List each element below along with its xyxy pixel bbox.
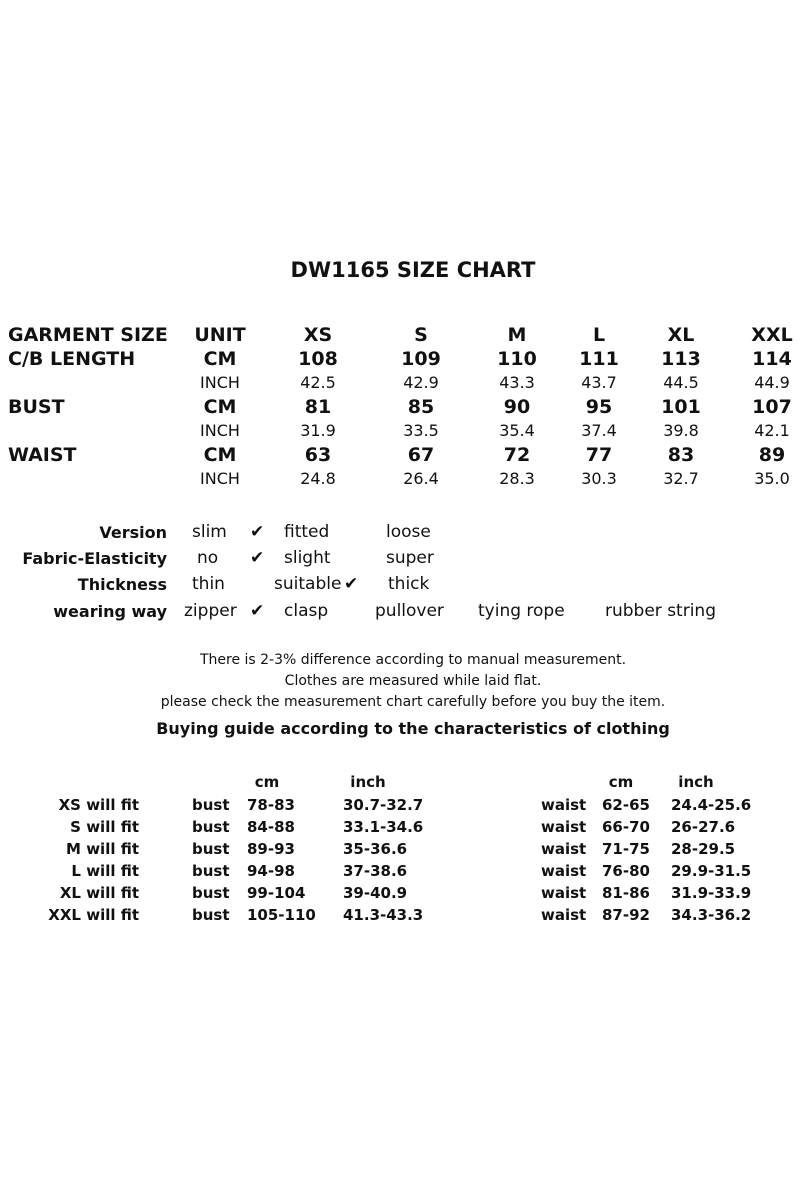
option-slight: slight	[284, 548, 331, 568]
option-super: super	[386, 548, 434, 568]
unit-cm: CM	[203, 396, 237, 418]
table-cell: 28.3	[499, 469, 535, 488]
unit-inch: INCH	[200, 469, 240, 488]
feature-label-version: Version	[99, 523, 167, 542]
table-cell: 108	[298, 348, 338, 370]
guide-bust-inch: 41.3-43.3	[343, 906, 424, 924]
guide-size-label: S will fit	[70, 818, 139, 836]
option-thick: thick	[388, 574, 430, 594]
row-label-waist: WAIST	[8, 444, 77, 466]
guide-waist-label: waist	[541, 862, 587, 880]
guide-bust-label: bust	[192, 906, 230, 924]
guide-waist-cm: 62-65	[602, 796, 650, 814]
table-cell: 63	[304, 444, 332, 466]
option-zipper: zipper	[184, 601, 237, 621]
feature-label-thickness: Thickness	[77, 575, 167, 594]
table-cell: 37.4	[581, 421, 617, 440]
guide-waist-label: waist	[541, 884, 587, 902]
feature-label-wearing-way: wearing way	[53, 602, 167, 621]
table-cell: 95	[585, 396, 613, 418]
check-icon: ✔	[344, 574, 359, 594]
size-chart-title: DW1165 SIZE CHART	[290, 258, 536, 282]
guide-bust-cm: 105-110	[247, 906, 316, 924]
size-header-l: L	[592, 324, 606, 346]
feature-label-elasticity: Fabric-Elasticity	[22, 549, 167, 568]
table-cell: 43.3	[499, 373, 535, 392]
guide-waist-cm: 87-92	[602, 906, 650, 924]
size-header-xl: XL	[667, 324, 695, 346]
guide-waist-inch: 28-29.5	[671, 840, 736, 858]
size-header-xxl: XXL	[751, 324, 793, 346]
guide-bust-label: bust	[192, 796, 230, 814]
guide-size-label: M will fit	[66, 840, 139, 858]
guide-bust-inch: 35-36.6	[343, 840, 408, 858]
guide-waist-label: waist	[541, 818, 587, 836]
guide-bust-inch: 30.7-32.7	[343, 796, 424, 814]
check-icon: ✔	[250, 601, 265, 621]
guide-waist-label: waist	[541, 906, 587, 924]
guide-bust-cm: 89-93	[247, 840, 295, 858]
guide-bust-label: bust	[192, 818, 230, 836]
table-cell: 111	[579, 348, 619, 370]
guide-bust-inch: 37-38.6	[343, 862, 408, 880]
guide-waist-inch: 34.3-36.2	[671, 906, 752, 924]
table-cell: 42.5	[300, 373, 336, 392]
table-cell: 114	[752, 348, 792, 370]
table-cell: 109	[401, 348, 441, 370]
table-cell: 81	[304, 396, 332, 418]
table-cell: 85	[407, 396, 435, 418]
size-header-m: M	[507, 324, 527, 346]
unit-inch: INCH	[200, 373, 240, 392]
table-cell: 35.4	[499, 421, 535, 440]
guide-bust-cm: 99-104	[247, 884, 306, 902]
option-rubber-string: rubber string	[605, 601, 716, 621]
guide-waist-cm: 81-86	[602, 884, 650, 902]
unit-cm: CM	[203, 444, 237, 466]
guide-bust-label: bust	[192, 884, 230, 902]
guide-waist-inch: 31.9-33.9	[671, 884, 752, 902]
check-icon: ✔	[250, 548, 265, 568]
check-icon: ✔	[250, 522, 265, 542]
guide-size-label: XXL will fit	[48, 906, 139, 924]
table-cell: 35.0	[754, 469, 790, 488]
guide-waist-cm: 71-75	[602, 840, 650, 858]
row-label-cb-length: C/B LENGTH	[8, 348, 136, 370]
note-difference: There is 2-3% difference according to manual measurement.	[199, 652, 627, 668]
table-cell: 44.5	[663, 373, 699, 392]
buying-guide-title: Buying guide according to the characteristics of clothing	[156, 719, 670, 738]
table-cell: 110	[497, 348, 537, 370]
guide-bust-cm-header: cm	[254, 773, 280, 791]
option-no: no	[197, 548, 219, 568]
guide-bust-cm: 84-88	[247, 818, 295, 836]
size-header-s: S	[414, 324, 428, 346]
option-clasp: clasp	[284, 601, 329, 621]
guide-waist-inch-header: inch	[678, 773, 714, 791]
guide-waist-label: waist	[541, 840, 587, 858]
table-cell: 26.4	[403, 469, 439, 488]
table-cell: 24.8	[300, 469, 336, 488]
table-cell: 67	[407, 444, 435, 466]
table-cell: 33.5	[403, 421, 439, 440]
guide-bust-inch: 39-40.9	[343, 884, 408, 902]
option-loose: loose	[386, 522, 431, 542]
note-laid-flat: Clothes are measured while laid flat.	[284, 673, 542, 689]
table-cell: 32.7	[663, 469, 699, 488]
guide-size-label: XL will fit	[59, 884, 139, 902]
guide-waist-inch: 26-27.6	[671, 818, 736, 836]
size-header-xs: XS	[303, 324, 333, 346]
guide-size-label: L will fit	[71, 862, 139, 880]
guide-waist-cm: 76-80	[602, 862, 650, 880]
table-cell: 107	[752, 396, 792, 418]
table-cell: 72	[503, 444, 531, 466]
guide-waist-cm: 66-70	[602, 818, 650, 836]
guide-bust-cm: 78-83	[247, 796, 295, 814]
table-cell: 101	[661, 396, 701, 418]
option-pullover: pullover	[375, 601, 444, 621]
table-cell: 30.3	[581, 469, 617, 488]
garment-size-header: GARMENT SIZE	[8, 324, 168, 346]
guide-waist-inch: 24.4-25.6	[671, 796, 752, 814]
guide-bust-inch: 33.1-34.6	[343, 818, 424, 836]
option-fitted: fitted	[284, 522, 330, 542]
table-cell: 44.9	[754, 373, 790, 392]
guide-bust-inch-header: inch	[350, 773, 386, 791]
unit-inch: INCH	[200, 421, 240, 440]
option-tying-rope: tying rope	[478, 601, 565, 621]
table-cell: 77	[585, 444, 613, 466]
guide-waist-label: waist	[541, 796, 587, 814]
table-cell: 42.1	[754, 421, 790, 440]
guide-waist-inch: 29.9-31.5	[671, 862, 752, 880]
note-check-chart: please check the measurement chart carefully before you buy the item.	[160, 694, 666, 710]
guide-bust-label: bust	[192, 840, 230, 858]
option-suitable: suitable	[274, 574, 342, 594]
guide-bust-label: bust	[192, 862, 230, 880]
table-cell: 90	[503, 396, 531, 418]
unit-cm: CM	[203, 348, 237, 370]
unit-header: UNIT	[194, 324, 246, 346]
row-label-bust: BUST	[8, 396, 65, 418]
guide-size-label: XS will fit	[58, 796, 139, 814]
option-thin: thin	[192, 574, 225, 594]
table-cell: 113	[661, 348, 701, 370]
table-cell: 83	[667, 444, 695, 466]
table-cell: 42.9	[403, 373, 439, 392]
guide-waist-cm-header: cm	[608, 773, 634, 791]
table-cell: 31.9	[300, 421, 336, 440]
table-cell: 89	[758, 444, 786, 466]
table-cell: 39.8	[663, 421, 699, 440]
guide-bust-cm: 94-98	[247, 862, 295, 880]
option-slim: slim	[192, 522, 227, 542]
table-cell: 43.7	[581, 373, 617, 392]
